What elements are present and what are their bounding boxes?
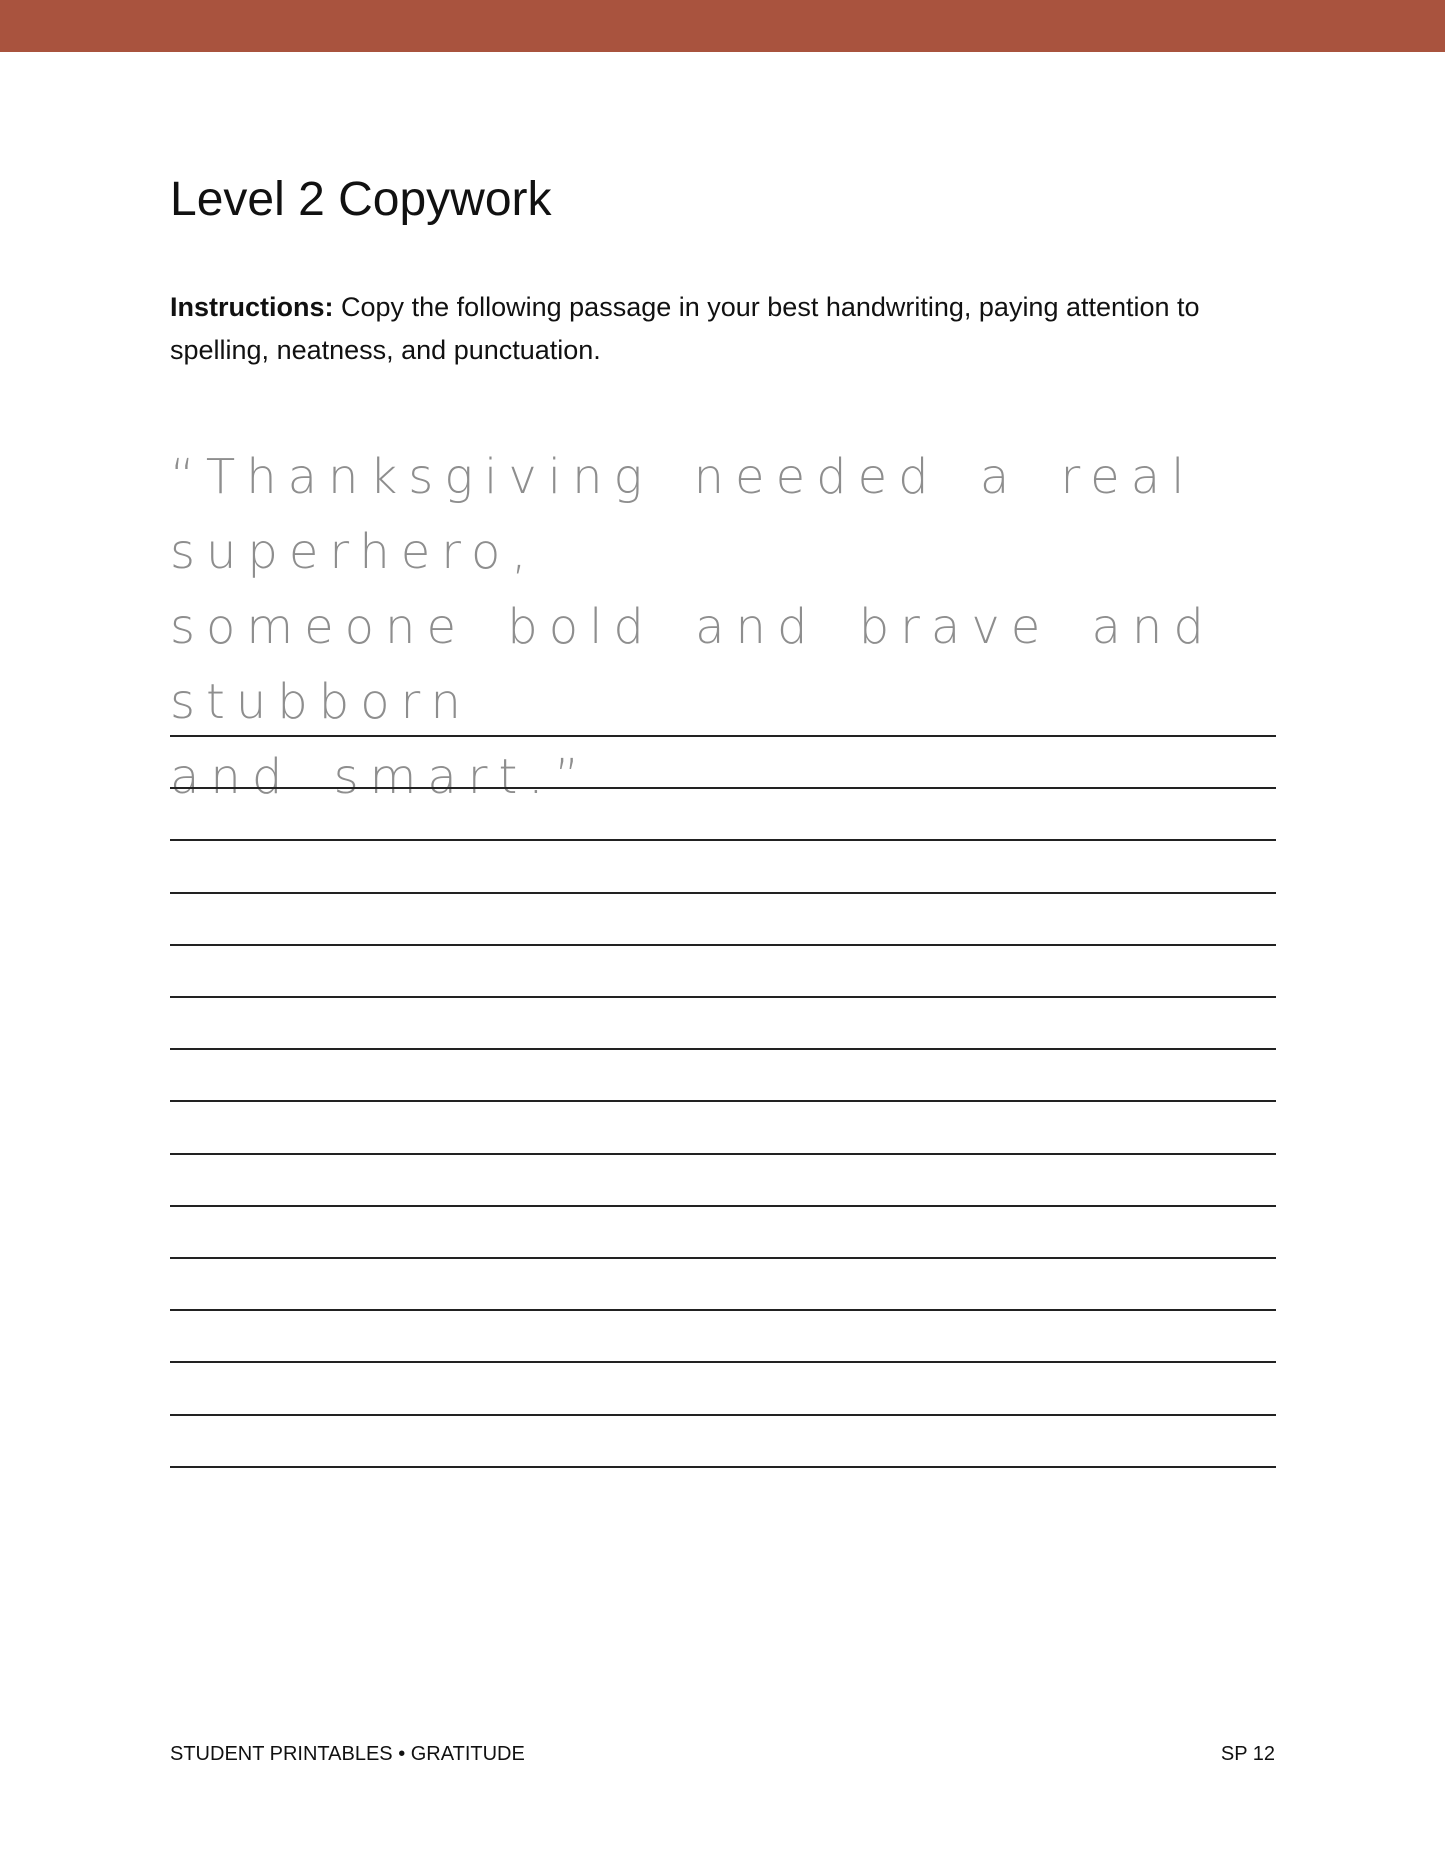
writing-line[interactable] [170, 996, 1276, 998]
footer-section-label: STUDENT PRINTABLES • GRATITUDE [170, 1743, 525, 1765]
writing-line[interactable] [170, 892, 1276, 894]
writing-line[interactable] [170, 787, 1276, 789]
writing-line[interactable] [170, 1414, 1276, 1416]
writing-line[interactable] [170, 735, 1276, 737]
writing-line[interactable] [170, 1153, 1276, 1155]
footer-page-number: SP 12 [1220, 1743, 1275, 1765]
writing-line[interactable] [170, 944, 1276, 946]
writing-line[interactable] [170, 1048, 1276, 1050]
passage-line: “Thanksgiving needed a real superhero, [170, 449, 1196, 580]
writing-line[interactable] [170, 1100, 1276, 1102]
writing-line[interactable] [170, 1466, 1276, 1468]
writing-line[interactable] [170, 839, 1276, 841]
writing-line[interactable] [170, 1309, 1276, 1311]
writing-line[interactable] [170, 1361, 1276, 1363]
instructions-text: Copy the following passage in your best handwriting, paying attention to spelling, neatness, and punctuation. [170, 292, 1200, 365]
passage-line: and smart.” [170, 749, 591, 805]
passage-line: someone bold and brave and stubborn [170, 599, 1215, 730]
writing-lines-area[interactable] [170, 0, 1276, 1869]
writing-line[interactable] [170, 1257, 1276, 1259]
writing-line[interactable] [170, 1205, 1276, 1207]
page-title: Level 2 Copywork [170, 173, 552, 226]
instructions-label: Instructions: [170, 292, 334, 322]
